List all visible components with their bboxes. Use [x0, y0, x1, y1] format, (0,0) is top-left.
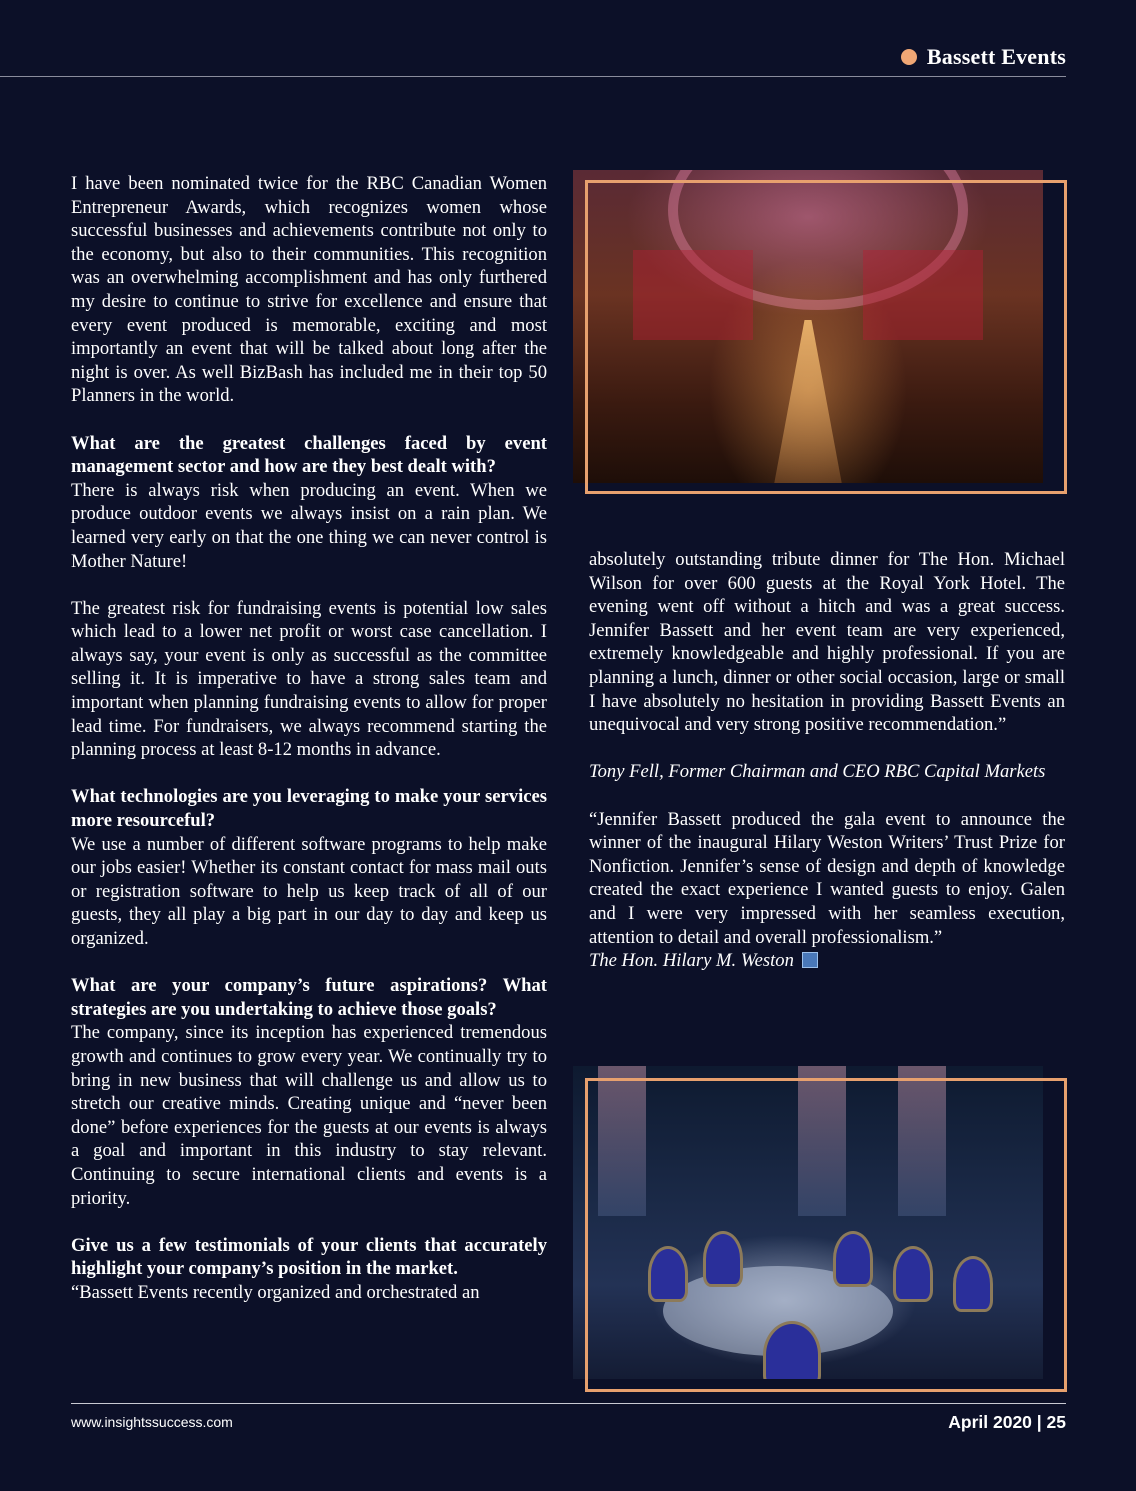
end-mark-icon [802, 952, 818, 968]
brand-header [901, 44, 1066, 70]
question-aspirations: What are your company’s future aspirations? What strategies are you undertaking to achieve those goals? [71, 975, 547, 1020]
footer-url: www.insightssuccess.com [71, 1414, 233, 1430]
left-column [71, 172, 547, 1305]
answer-aspirations: The company, since its inception has experienced tremendous growth and continues to grow every year. We continually try to bring in new business that will challenge us and allow us to stretch our creative minds. Creating unique and “never been done” before experiences for the guests at our events is always a goal and important in this industry to stay relevant. Continuing to secure international clients and events is a priority. [71, 1022, 547, 1209]
testimonial-2-signature: The Hon. Hilary M. Weston [589, 950, 794, 972]
testimonial-1-continued: absolutely outstanding tribute dinner for The Hon. Michael Wilson for over 600 guests at the Royal York Hotel. The evening went off without a hitch and was a great success. Jennifer Bassett and her event team are very experienced, extremely knowledgeable and highly professional. If you are planning a lunch, dinner or other social occasion, large or small I have absolutely no hesitation in providing Bassett Events an unequivocal and very strong positive recommendation.” [589, 549, 1065, 736]
right-column [589, 548, 1065, 973]
testimonial-2-signature-line [589, 949, 1065, 973]
brand-name: Bassett Events [926, 44, 1066, 69]
photo-frame-bottom [585, 1078, 1067, 1392]
testimonial-1-start: “Bassett Events recently organized and orchestrated an [71, 1281, 480, 1303]
question-testimonials: Give us a few testimonials of your clients that accurately highlight your company’s position in the market. [71, 1234, 547, 1280]
footer-page-number: April 2020 | 25 [948, 1412, 1066, 1432]
answer-technologies: We use a number of different software programs to help make our jobs easier! Whether its constant contact for mass mail outs or registration software to help us keep track of all of our guests, they all play a big part in our day to day and keep us organized. [71, 833, 547, 949]
brand-dot-icon [901, 49, 917, 65]
testimonial-1-signature: Tony Fell, Former Chairman and CEO RBC Capital Markets [589, 761, 1046, 783]
answer-challenges-2: The greatest risk for fundraising events is potential low sales which lead to a lower net profit or worst case cancellation. I always say, your event is only as successful as the committee selling it. It is imperative to have a strong sales team and important when planning fundraising events to allow for proper lead time. For fundraisers, we always recommend starting the planning process at least 8-12 months in advance. [71, 597, 547, 761]
header-divider [0, 76, 1066, 77]
photo-frame-top [585, 180, 1067, 494]
testimonial-2: “Jennifer Bassett produced the gala event to announce the winner of the inaugural Hilary Weston Writers’ Trust Prize for Nonfiction. Jennifer’s sense of design and depth of knowledge created the exact experience I wanted guests to enjoy. Galen and I were very impressed with her seamless execution, attention to detail and overall professionalism.” [589, 808, 1065, 948]
question-challenges: What are the greatest challenges faced by event management sector and how are they best dealt with? [71, 432, 547, 478]
question-technologies: What technologies are you leveraging to make your services more resourceful? [71, 786, 547, 832]
footer-divider [71, 1403, 1066, 1404]
intro-paragraph: I have been nominated twice for the RBC Canadian Women Entrepreneur Awards, which recognizes women whose successful businesses and achievements contribute not only to the economy, but also to their communities. This recognition was an overwhelming accomplishment and has only furthered my desire to continue to strive for excellence and ensure that every event produced is memorable, exciting and most importantly an event that will be talked about long after the night is over. As well BizBash has included me in their top 50 Planners in the world. [71, 173, 547, 407]
answer-challenges: There is always risk when producing an event. When we produce outdoor events we always insist on a rain plan. We learned very early on that the one thing we can never control is Mother Nature! [71, 479, 547, 572]
